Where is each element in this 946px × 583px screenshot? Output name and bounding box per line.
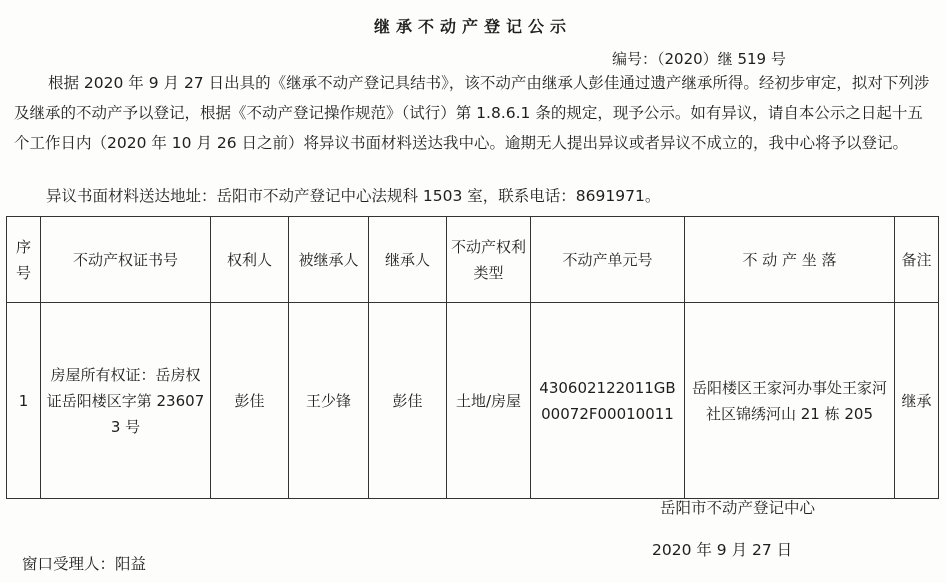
cell-right-type: 土地/房屋 <box>447 303 531 499</box>
cell-certificate: 房屋所有权证：岳房权证岳阳楼区字第 236073 号 <box>41 303 211 499</box>
objection-address: 异议书面材料送达地址：岳阳市不动产登记中心法规科 1503 室，联系电话：8691971。 <box>46 187 661 205</box>
header-remarks: 备注 <box>895 217 939 303</box>
cell-seq: 1 <box>7 303 41 499</box>
cell-remarks: 继承 <box>895 303 939 499</box>
header-right-type: 不动产权利类型 <box>447 217 531 303</box>
header-unit-number: 不动产单元号 <box>531 217 685 303</box>
cell-heir: 彭佳 <box>369 303 447 499</box>
header-heir: 继承人 <box>369 217 447 303</box>
notice-body: 根据 2020 年 9 月 27 日出具的《继承不动产登记具结书》，该不动产由继承人彭佳通过遗产继承所得。经初步审定，拟对下列涉及继承的不动产予以登记，根据《不动产登记操作规范》（试行）第 1.8.6.1 条的规定，现予公示。如有异议，请自本公示之日起十五个工作日内（2020 年 10 月 26 日之前）将异议书面材料送达我中心。逾期无人提出异议或者异议不成立的，我中心将予以登记。 <box>14 74 930 152</box>
header-seq: 序号 <box>7 217 41 303</box>
header-decedent: 被继承人 <box>289 217 369 303</box>
cell-right-holder: 彭佳 <box>211 303 289 499</box>
table-row <box>7 303 939 499</box>
header-location: 不 动 产 坐 落 <box>685 217 895 303</box>
document-number: 编号：（2020）继 519 号 <box>612 50 786 68</box>
issue-date: 2020 年 9 月 27 日 <box>652 541 793 559</box>
property-table <box>6 216 939 499</box>
table-header-row <box>7 217 939 303</box>
issuer-name: 岳阳市不动产登记中心 <box>660 499 816 517</box>
cell-unit-number: 430602122011GB00072F00010011 <box>531 303 685 499</box>
header-certificate: 不动产权证书号 <box>41 217 211 303</box>
cell-decedent: 王少锋 <box>289 303 369 499</box>
notice-title: 继承不动产登记公示 <box>373 17 572 36</box>
window-clerk: 窗口受理人：阳益 <box>22 555 147 573</box>
header-right-holder: 权利人 <box>211 217 289 303</box>
cell-location: 岳阳楼区王家河办事处王家河社区锦绣河山 21 栋 205 <box>685 303 895 499</box>
